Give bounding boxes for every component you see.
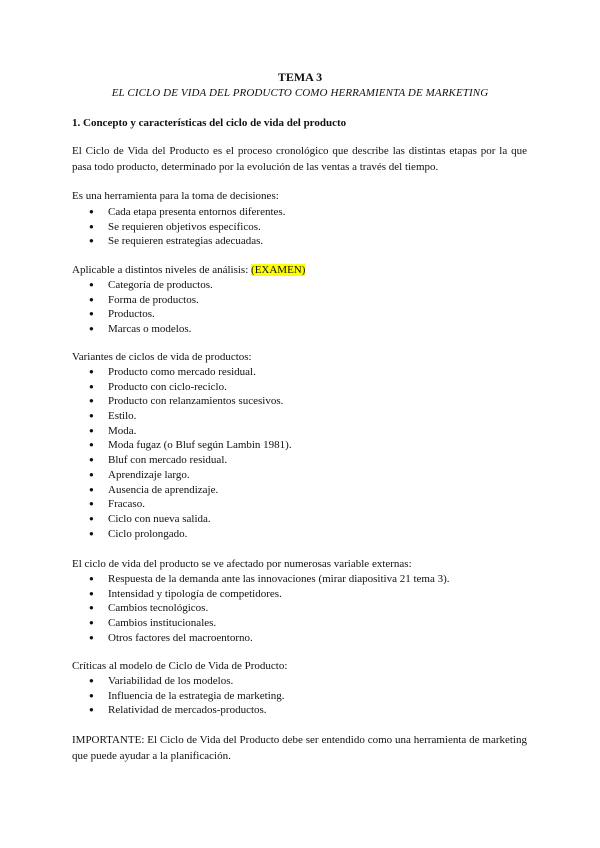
list-item-text: Respuesta de la demanda ante las innovaciones (mirar diapositiva 21 tema 3). xyxy=(108,573,450,585)
bullet-icon: ● xyxy=(89,574,94,583)
variants-label: Variantes de ciclos de vida de productos: xyxy=(72,351,252,363)
list-item-text: Influencia de la estrategia de marketing. xyxy=(108,689,285,702)
list-item-text: Categoría de productos. xyxy=(108,279,213,291)
page-title: TEMA 3 xyxy=(277,70,323,84)
bullet-icon: ● xyxy=(89,411,94,421)
bullet-icon: ● xyxy=(89,632,94,642)
bullet-icon: ● xyxy=(89,425,94,435)
list-item xyxy=(72,527,292,542)
important-paragraph: IMPORTANTE: El Ciclo de Vida del Producto debe ser entendido como una herramienta de marketing que puede ayudar a la planificación. xyxy=(72,734,527,762)
list-item xyxy=(72,483,292,498)
bullet-icon: ● xyxy=(89,367,94,376)
list-item xyxy=(72,394,292,409)
bullet-icon: ● xyxy=(89,618,94,628)
critiques-list xyxy=(72,674,285,718)
list-item xyxy=(72,293,213,308)
external-label: El ciclo de vida del producto se ve afectado por numerosas variable externas: xyxy=(72,558,412,570)
bullet-icon: ● xyxy=(89,294,94,304)
list-item xyxy=(72,512,292,527)
bullet-icon: ● xyxy=(89,207,94,216)
bullet-icon: ● xyxy=(89,484,94,494)
list-item-text: Estilo. xyxy=(108,410,137,423)
list-item xyxy=(72,453,292,468)
list-item xyxy=(72,234,285,249)
bullet-icon: ● xyxy=(89,455,94,465)
list-item xyxy=(72,380,292,395)
list-item xyxy=(72,601,450,616)
list-item-text: Se requieren estrategias adecuadas. xyxy=(108,235,264,248)
list-item-text: Otros factores del macroentorno. xyxy=(108,631,253,644)
bullet-icon: ● xyxy=(89,440,94,450)
list-item xyxy=(72,631,450,646)
bullet-icon: ● xyxy=(89,221,94,231)
list-item-text: Relatividad de mercados-productos. xyxy=(108,704,267,717)
list-item xyxy=(72,307,213,322)
list-item xyxy=(72,587,450,602)
bullet-icon: ● xyxy=(89,705,94,715)
section-heading: 1. Concepto y características del ciclo de vida del producto xyxy=(72,117,347,129)
list-item-text: Producto con relanzamientos sucesivos. xyxy=(108,395,284,408)
bullet-icon: ● xyxy=(89,690,94,700)
levels-label-text: Aplicable a distintos niveles de análisis: xyxy=(72,264,249,276)
list-item-text: Variabilidad de los modelos. xyxy=(108,675,234,687)
list-item-text: Fracaso. xyxy=(108,498,145,511)
list-item-text: Aprendizaje largo. xyxy=(108,468,190,481)
bullet-icon: ● xyxy=(89,603,94,613)
critiques-label: Críticas al modelo de Ciclo de Vida de Producto: xyxy=(72,660,288,672)
list-item-text: Marcas o modelos. xyxy=(108,323,192,336)
list-item xyxy=(72,278,213,293)
list-item-text: Ciclo prolongado. xyxy=(108,527,188,540)
list-item xyxy=(72,689,285,704)
list-item xyxy=(72,703,285,718)
list-item-text: Producto con ciclo-reciclo. xyxy=(108,380,227,393)
list-item-text: Producto como mercado residual. xyxy=(108,366,256,378)
list-item xyxy=(72,220,285,235)
intro-paragraph: El Ciclo de Vida del Producto es el proceso cronológico que describe las distintas etapas por la que pasa todo producto, determinado por la evolución de las ventas a través del tiempo. xyxy=(72,145,527,173)
list-item-text: Productos. xyxy=(108,308,155,321)
list-item xyxy=(72,674,285,689)
list-item-text: Intensidad y tipología de competidores. xyxy=(108,587,282,600)
list-item xyxy=(72,438,292,453)
bullet-icon: ● xyxy=(89,280,94,289)
bullet-icon: ● xyxy=(89,324,94,334)
list-item-text: Ausencia de aprendizaje. xyxy=(108,483,219,496)
levels-label xyxy=(72,262,305,278)
exam-highlight: (EXAMEN) xyxy=(251,264,306,276)
list-item-text: Cambios institucionales. xyxy=(108,617,217,630)
list-item xyxy=(72,409,292,424)
external-list xyxy=(72,572,450,645)
list-item xyxy=(72,497,292,512)
bullet-icon: ● xyxy=(89,469,94,479)
list-item xyxy=(72,424,292,439)
bullet-icon: ● xyxy=(89,236,94,246)
levels-list xyxy=(72,278,213,337)
list-item-text: Ciclo con nueva salida. xyxy=(108,512,211,525)
bullet-icon: ● xyxy=(89,513,94,523)
tool-label: Es una herramienta para la toma de decisiones: xyxy=(72,190,279,202)
bullet-icon: ● xyxy=(89,588,94,598)
list-item-text: Moda. xyxy=(108,424,137,437)
list-item-text: Cambios tecnológicos. xyxy=(108,602,209,615)
list-item-text: Bluf con mercado residual. xyxy=(108,454,228,467)
bullet-icon: ● xyxy=(89,499,94,509)
list-item xyxy=(72,572,450,587)
bullet-icon: ● xyxy=(89,396,94,406)
bullet-icon: ● xyxy=(89,676,94,685)
list-item-text: Se requieren objetivos específicos. xyxy=(108,220,261,233)
bullet-icon: ● xyxy=(89,309,94,319)
list-item xyxy=(72,322,213,337)
bullet-icon: ● xyxy=(89,381,94,391)
list-item-text: Cada etapa presenta entornos diferentes. xyxy=(108,206,286,218)
tool-list xyxy=(72,205,285,249)
list-item xyxy=(72,205,285,220)
list-item-text: Forma de productos. xyxy=(108,293,199,306)
list-item xyxy=(72,468,292,483)
variants-list xyxy=(72,365,292,541)
list-item xyxy=(72,365,292,380)
list-item-text: Moda fugaz (o Bluf según Lambin 1981). xyxy=(108,439,292,452)
page-subtitle: EL CICLO DE VIDA DEL PRODUCTO COMO HERRAMIENTA DE MARKETING xyxy=(111,87,489,99)
bullet-icon: ● xyxy=(89,528,94,538)
list-item xyxy=(72,616,450,631)
